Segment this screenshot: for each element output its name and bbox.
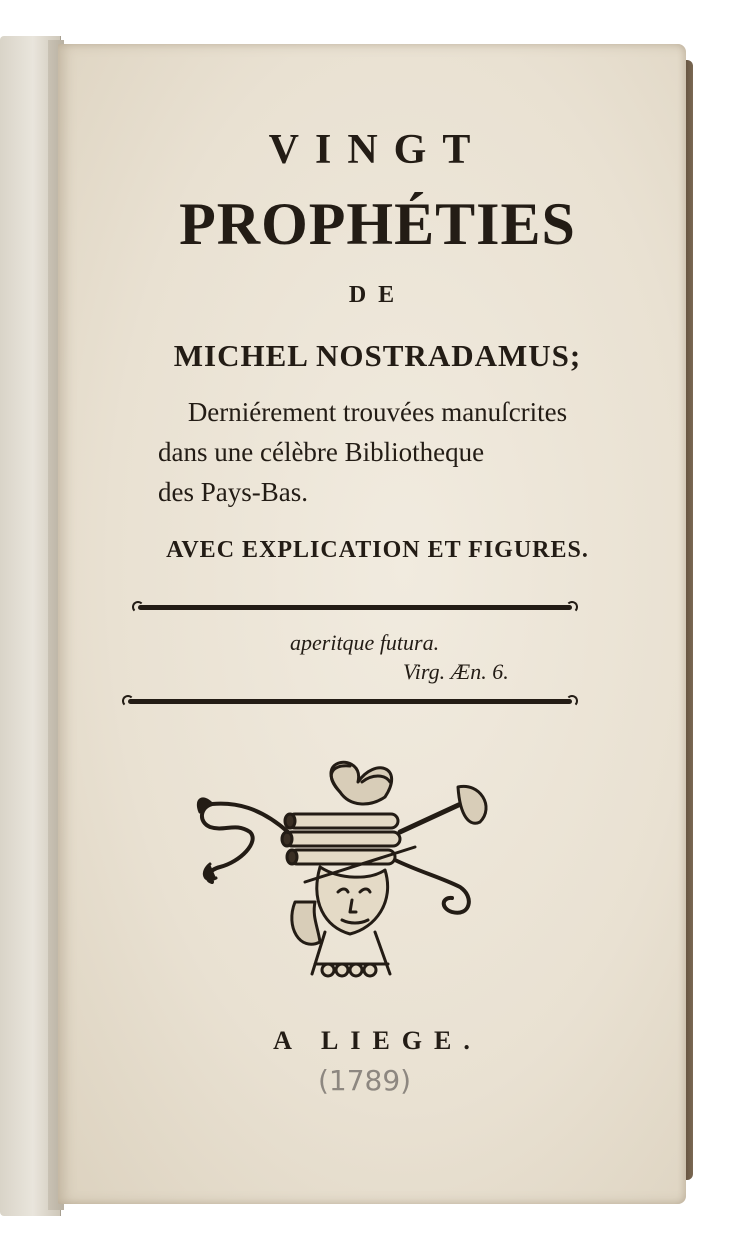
author-name: MICHEL NOSTRADAMUS; (173, 338, 582, 373)
pencil-date-note: (1789) (318, 1064, 412, 1097)
title-line-vingt: VINGT (268, 127, 487, 173)
subtitle-line-1: Derniérement trouvées manuſcrites (187, 397, 568, 427)
epigraph-source: Virg. Æn. 6. (403, 659, 509, 684)
subtitle-line-2: dans une célèbre Bibliotheque (158, 437, 485, 467)
trophy-ornament-icon (190, 752, 500, 982)
decorative-rule-bottom (128, 699, 572, 704)
title-line-propheties: PROPHÉTIES (179, 191, 576, 257)
subtitle-line-3: des Pays-Bas. (158, 477, 308, 507)
title-line-de: DE (348, 282, 407, 308)
imprint-place: A LIEGE. (273, 1026, 482, 1055)
epigraph-text: aperitque futura. (290, 630, 440, 655)
decorative-rule-top (138, 605, 572, 610)
subtitle-line-4: AVEC EXPLICATION ET FIGURES. (166, 537, 589, 563)
